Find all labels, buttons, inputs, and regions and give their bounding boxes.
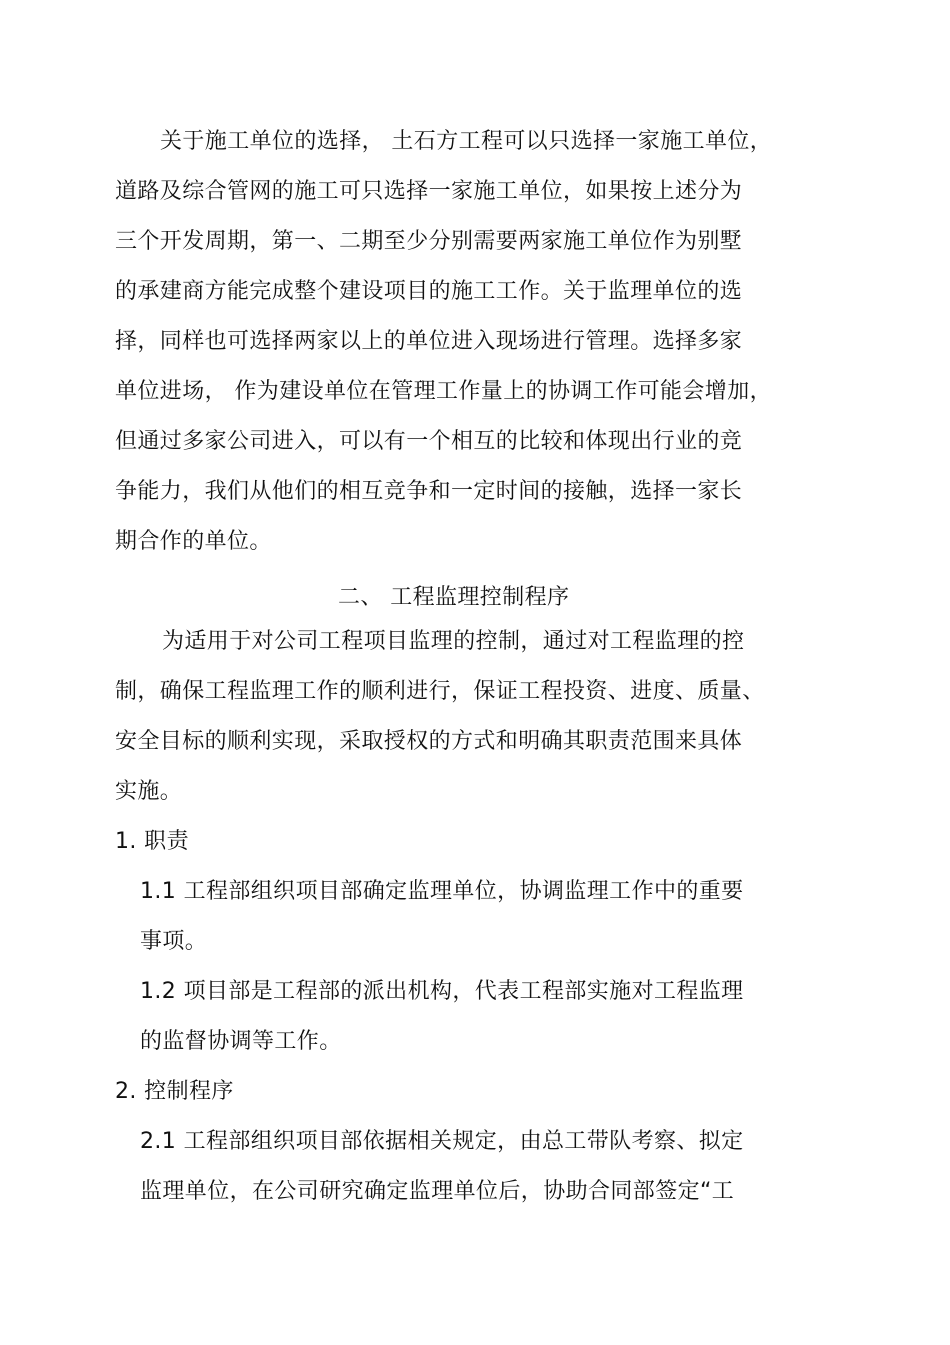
paragraph-2-line-2: 制，确保工程监理工作的顺利进行，保证工程投资、进度、质量、	[115, 679, 765, 704]
item-2-1-line-2: 监理单位，在公司研究确定监理单位后，协助合同部签定“工	[140, 1179, 735, 1204]
item-2-1-line-1: 2.1 工程部组织项目部依据相关规定，由总工带队考察、拟定	[140, 1129, 744, 1154]
item-1-2-line-1: 1.2 项目部是工程部的派出机构，代表工程部实施对工程监理	[140, 979, 744, 1004]
paragraph-1-line-7: 但通过多家公司进入，可以有一个相互的比较和体现出行业的竞	[115, 429, 743, 454]
item-1-1-line-1: 1.1 工程部组织项目部确定监理单位，协调监理工作中的重要	[140, 879, 744, 904]
item-1-1-line-2: 事项。	[140, 929, 208, 954]
paragraph-1-line-2: 道路及综合管网的施工可只选择一家施工单位，如果按上述分为	[115, 179, 743, 204]
paragraph-1-line-5: 择，同样也可选择两家以上的单位进入现场进行管理。选择多家	[115, 329, 743, 354]
item-2-heading: 2. 控制程序	[115, 1079, 234, 1104]
item-1-heading: 1. 职责	[115, 829, 189, 854]
paragraph-2-line-1: 为适用于对公司工程项目监理的控制，通过对工程监理的控	[162, 629, 745, 654]
paragraph-2-line-3: 安全目标的顺利实现，采取授权的方式和明确其职责范围来具体	[115, 729, 743, 754]
paragraph-1-line-4: 的承建商方能完成整个建设项目的施工工作。关于监理单位的选	[115, 279, 743, 304]
paragraph-1-line-8: 争能力，我们从他们的相互竞争和一定时间的接触，选择一家长	[115, 479, 743, 504]
section-heading: 二、 工程监理控制程序	[338, 585, 570, 610]
paragraph-1-line-1: 关于施工单位的选择， 土石方工程可以只选择一家施工单位，	[160, 129, 773, 154]
paragraph-2-line-4: 实施。	[115, 779, 183, 804]
paragraph-1-line-6: 单位进场， 作为建设单位在管理工作量上的协调工作可能会增加，	[115, 379, 772, 404]
paragraph-1-line-9: 期合作的单位。	[115, 529, 272, 554]
paragraph-1-line-3: 三个开发周期，第一、二期至少分别需要两家施工单位作为别墅	[115, 229, 743, 254]
item-1-2-line-2: 的监督协调等工作。	[140, 1029, 342, 1054]
